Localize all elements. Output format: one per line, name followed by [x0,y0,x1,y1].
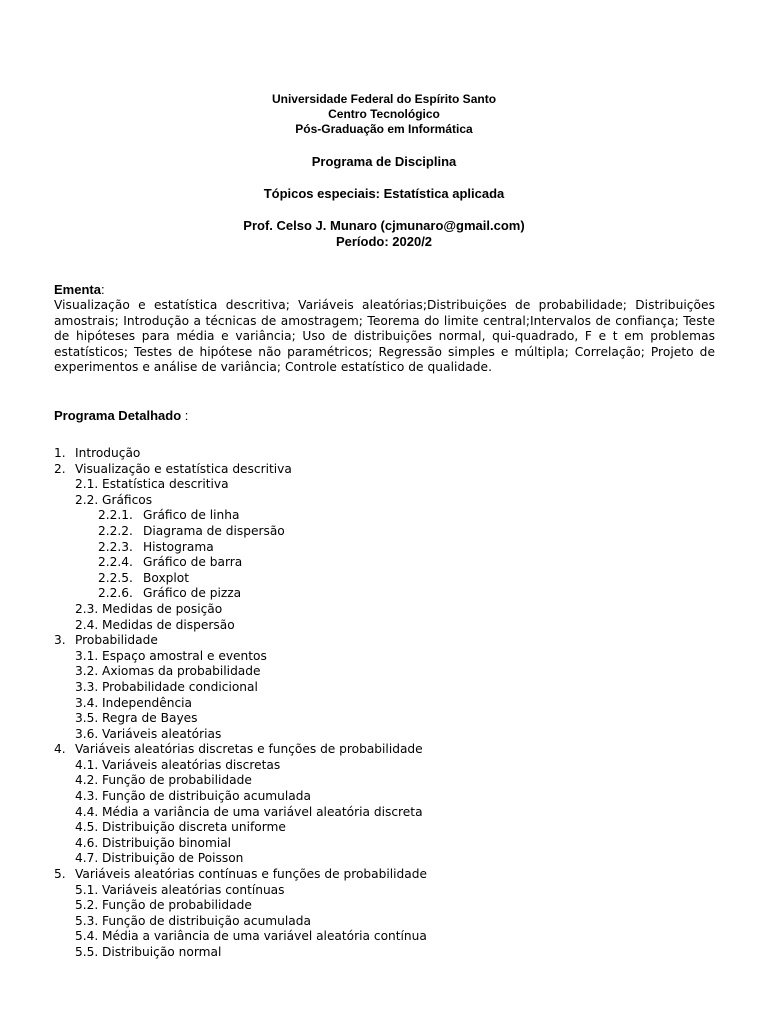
list-item-text: Espaço amostral e eventos [102,648,267,663]
list-item [54,602,715,618]
list-item [54,898,715,914]
period-line: Período: 2020/2 [335,234,433,249]
course-title: Tópicos especiais: Estatística aplicada [263,186,505,201]
list-item [54,649,715,665]
list-item [54,586,715,602]
list-item-number: 5.4. [75,929,99,944]
list-item [54,446,715,462]
list-item-text: Média a variância de uma variável aleatória discreta [102,804,423,819]
list-item-number: 5.5. [75,945,99,959]
list-item-number: 2. [54,461,66,476]
list-item-number: 5.3. [75,913,99,928]
list-item-text: Histograma [143,539,214,554]
list-item [54,805,715,821]
page-title: Programa de Disciplina [311,154,457,169]
ementa-colon: : [100,282,105,297]
list-item [54,493,715,509]
list-item-number: 2.2.5. [98,570,133,585]
list-item-number: 4. [54,742,66,757]
list-item-text: Medidas de posição [102,601,223,616]
list-item [54,727,715,743]
list-item-number: 4.1. [75,757,99,772]
ementa-section [54,282,715,376]
list-item [54,742,715,758]
list-item-number: 3.4. [75,695,99,710]
ementa-label: Ementa [54,282,101,297]
list-item-text: Regra de Bayes [102,711,198,726]
list-item-text: Gráfico de linha [143,508,240,523]
list-item-number: 3.1. [75,648,99,663]
list-item-number: 3.2. [75,664,99,679]
list-item-text: Variáveis aleatórias discretas [102,757,281,772]
list-item-number: 4.2. [75,773,99,788]
list-item-number: 2.2. [75,492,99,507]
list-item-number: 3.6. [75,726,99,741]
list-item [54,664,715,680]
list-item-text: Função de distribuição acumulada [102,789,311,804]
list-item-number: 3.3. [75,679,99,694]
list-item-text: Distribuição binomial [102,835,232,850]
list-item-text: Média a variância de uma variável aleatória contínua [102,929,427,944]
list-item-text: Variáveis aleatórias discretas e funções de probabilidade [75,742,423,757]
list-item-number: 5.1. [75,882,99,897]
list-item-text: Variáveis aleatórias contínuas e funções de probabilidade [75,867,427,882]
list-item [54,914,715,930]
list-item-text: Axiomas da probabilidade [102,664,261,679]
list-item [54,680,715,696]
list-item-number: 2.2.4. [98,555,133,570]
list-item-number: 2.4. [75,617,99,632]
list-item [54,540,715,556]
list-item [54,571,715,587]
list-item-text: Distribuição discreta uniforme [102,820,286,835]
list-item-number: 2.2.1. [98,508,133,523]
list-item-text: Gráficos [102,492,153,507]
list-item-text: Boxplot [143,570,190,585]
list-item-text: Gráfico de barra [143,555,243,570]
list-item-number: 2.2.3. [98,539,133,554]
list-item-number: 4.6. [75,835,99,850]
list-item-number: 3.5. [75,711,99,726]
programa-colon: : [181,408,189,423]
list-item-number: 2.2.2. [98,523,133,538]
list-item [54,945,715,961]
list-item-text: Probabilidade condicional [102,679,258,694]
list-item-text: Estatística descritiva [102,477,229,492]
list-item [54,820,715,836]
list-item-text: Probabilidade [75,633,158,648]
list-item-text: Distribuição de Poisson [102,851,244,866]
university-name: Universidade Federal do Espírito Santo [271,92,497,106]
list-item-text: Gráfico de pizza [143,586,242,601]
list-item-number: 2.3. [75,601,99,616]
list-item [54,524,715,540]
list-item-number: 2.2.6. [98,586,133,601]
list-item-number: 5. [54,867,66,882]
list-item-text: Função de probabilidade [102,898,252,913]
list-item-text: Introdução [75,446,141,460]
list-item [54,696,715,712]
list-item [54,883,715,899]
list-item [54,773,715,789]
list-item-text: Visualização e estatística descritiva [75,461,292,476]
list-item [54,618,715,634]
list-item-number: 4.7. [75,851,99,866]
list-item-text: Medidas de dispersão [102,617,235,632]
programa-heading [54,408,715,424]
list-item [54,711,715,727]
list-item-number: 2.1. [75,477,99,492]
list-item-text: Diagrama de dispersão [143,523,285,538]
list-item [54,462,715,478]
list-item-number: 4.3. [75,789,99,804]
professor-line: Prof. Celso J. Munaro (cjmunaro@gmail.com) [243,218,525,233]
list-item-text: Variáveis aleatórias [102,726,222,741]
programa-label: Programa Detalhado [54,408,182,423]
list-item [54,867,715,883]
list-item-text: Função de probabilidade [102,773,252,788]
program-name: Pós-Graduação em Informática [295,122,473,136]
list-item [54,477,715,493]
list-item-text: Distribuição normal [102,945,222,959]
list-item [54,758,715,774]
list-item [54,836,715,852]
ementa-heading [54,282,715,298]
center-name: Centro Tecnológico [328,107,440,121]
topic-list [54,446,715,961]
ementa-text: Visualização e estatística descritiva; Variáveis aleatórias;Distribuições de probabilidade; Distribuições amostrais; Introdução a técnicas de amostragem; Teorema do limite central;Intervalos de confiança; Teste de hipóteses para média e variância; Uso de distribuições normal, qui-quadrado, F e t em problemas estatísticos; Testes de hipótese não paramétricos; Regressão simples e múltipla; Correlação; Projeto de experimentos e análise de variância; Controle estatístico de qualidade. [54,298,715,375]
list-item-number: 3. [54,633,66,648]
list-item-text: Variáveis aleatórias contínuas [102,882,285,897]
list-item-number: 1. [54,446,66,460]
list-item [54,789,715,805]
list-item-text: Função de distribuição acumulada [102,913,311,928]
list-item [54,633,715,649]
list-item [54,851,715,867]
document-header [0,92,768,250]
list-item [54,508,715,524]
list-item-number: 4.4. [75,804,99,819]
list-item-number: 4.5. [75,820,99,835]
list-item-number: 5.2. [75,898,99,913]
programa-section [54,408,715,961]
list-item [54,555,715,571]
list-item [54,929,715,945]
list-item-text: Independência [102,695,193,710]
